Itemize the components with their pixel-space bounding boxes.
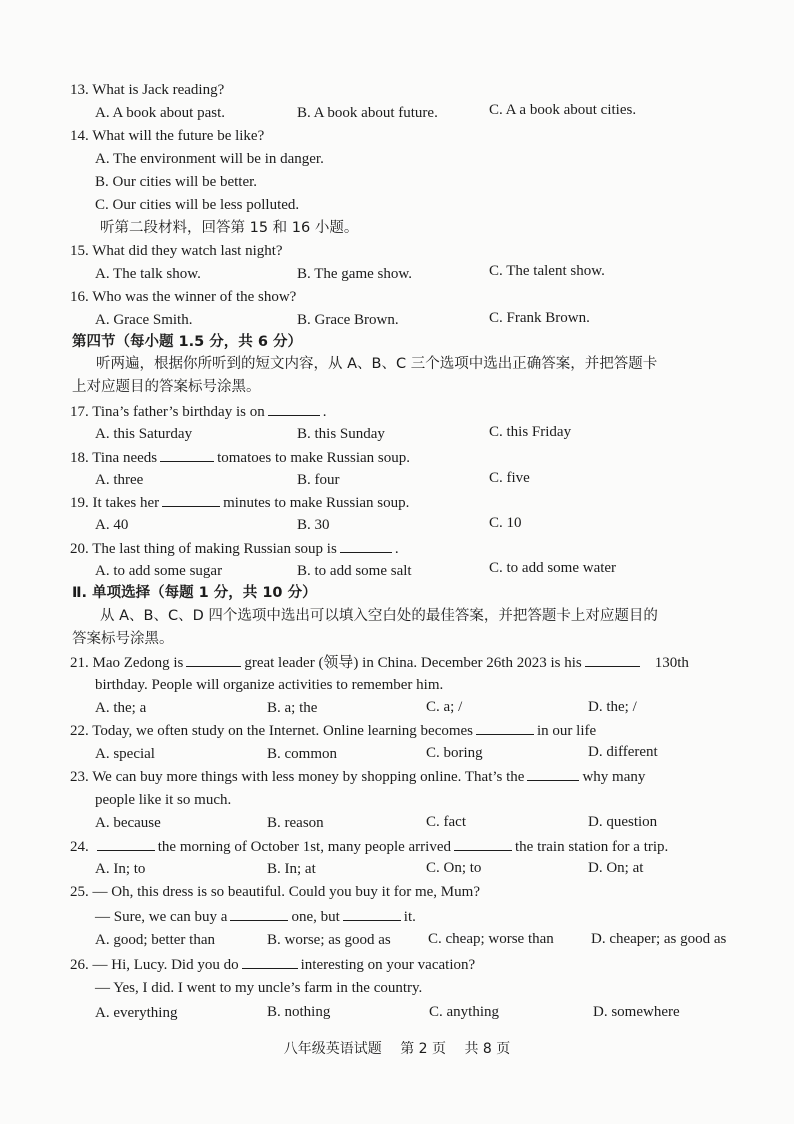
q23-option-a: A. because — [95, 815, 161, 831]
q14-option-b: B. Our cities will be better. — [95, 174, 258, 190]
q16-option-b: B. Grace Brown. — [297, 312, 399, 328]
q16-option-c: C. Frank Brown. — [489, 310, 590, 326]
q19-option-c: C. 10 — [489, 515, 522, 531]
question-23-line-2: people like it so much. — [95, 792, 232, 808]
q20-option-c: C. to add some water — [489, 560, 617, 576]
q23-option-d: D. question — [588, 814, 658, 830]
question-14-stem: 14. What will the future be like? — [70, 128, 265, 144]
section-4-instruction-line-1: 听两遍，根据你所听到的短文内容，从 A、B、C 三个选项中选出正确答案，并把答题卡 — [96, 356, 658, 372]
q20-option-a: A. to add some sugar — [95, 563, 223, 579]
part-2-instruction-line-2: 答案标号涂黑。 — [72, 631, 174, 647]
question-25-line-2: — Sure, we can buy a one, but it. — [95, 906, 416, 927]
q26-option-c: C. anything — [429, 1004, 499, 1020]
question-26-stem: 26. — Hi, Lucy. Did you do interesting on your vacation? — [70, 954, 475, 975]
q18-option-a: A. three — [95, 472, 144, 488]
part-2-heading: Ⅱ. 单项选择（每题 1 分，共 10 分） — [72, 585, 317, 601]
question-15-stem: 15. What did they watch last night? — [70, 243, 283, 259]
q25-option-b: B. worse; as good as — [267, 932, 391, 948]
q25-option-a: A. good; better than — [95, 932, 215, 948]
q13-option-b: B. A book about future. — [297, 105, 438, 121]
question-20-stem: 20. The last thing of making Russian soup is . — [70, 538, 399, 559]
q25-option-c: C. cheap; worse than — [428, 931, 554, 947]
footer-total-pages: 共 8 页 — [464, 1041, 511, 1057]
answer-blank — [268, 401, 320, 416]
answer-blank — [186, 652, 241, 667]
answer-blank — [527, 766, 579, 781]
q13-option-c: C. A a book about cities. — [489, 102, 637, 118]
question-23-stem: 23. We can buy more things with less money by shopping online. That’s the why many — [70, 766, 645, 787]
q25-option-d: D. cheaper; as good as — [591, 931, 727, 947]
question-18-stem: 18. Tina needs tomatoes to make Russian soup. — [70, 447, 410, 468]
question-16-stem: 16. Who was the winner of the show? — [70, 289, 297, 305]
section-4-instruction-line-2: 上对应题目的答案标号涂黑。 — [72, 379, 261, 395]
q20-option-b: B. to add some salt — [297, 563, 412, 579]
answer-blank — [454, 836, 512, 851]
answer-blank — [97, 836, 155, 851]
question-21-line-2: birthday. People will organize activities to remember him. — [95, 677, 444, 693]
q26-option-b: B. nothing — [267, 1004, 331, 1020]
q26-option-a: A. everything — [95, 1005, 178, 1021]
q17-option-a: A. this Saturday — [95, 426, 193, 442]
q17-option-c: C. this Friday — [489, 424, 572, 440]
q16-option-a: A. Grace Smith. — [95, 312, 193, 328]
q15-option-a: A. The talk show. — [95, 266, 201, 282]
q15-option-b: B. The game show. — [297, 266, 412, 282]
q17-option-b: B. this Sunday — [297, 426, 385, 442]
answer-blank — [476, 720, 534, 735]
q22-option-b: B. common — [267, 746, 337, 762]
q18-option-c: C. five — [489, 470, 530, 486]
q13-option-a: A. A book about past. — [95, 105, 225, 121]
answer-blank — [242, 954, 298, 969]
passage-2-instruction: 听第二段材料，回答第 15 和 16 小题。 — [100, 220, 359, 236]
q19-option-b: B. 30 — [297, 517, 330, 533]
q18-option-b: B. four — [297, 472, 340, 488]
q21-option-d: D. the; / — [588, 699, 637, 715]
answer-blank — [230, 906, 288, 921]
question-25-line-1: 25. — Oh, this dress is so beautiful. Could you buy it for me, Mum? — [70, 884, 480, 900]
question-17-stem: 17. Tina’s father’s birthday is on . — [70, 401, 326, 422]
answer-blank — [162, 492, 220, 507]
answer-blank — [585, 652, 640, 667]
q23-option-b: B. reason — [267, 815, 324, 831]
page-footer — [0, 1038, 794, 1058]
q26-option-d: D. somewhere — [593, 1004, 680, 1020]
q21-option-a: A. the; a — [95, 700, 147, 716]
answer-blank — [343, 906, 401, 921]
section-4-heading: 第四节（每小题 1.5 分，共 6 分） — [72, 334, 302, 350]
q22-option-d: D. different — [588, 744, 658, 760]
q23-option-c: C. fact — [426, 814, 466, 830]
question-21-stem: 21. Mao Zedong is great leader (领导) in China. December 26th 2023 is his 130th — [70, 652, 689, 673]
q19-option-a: A. 40 — [95, 517, 129, 533]
q21-option-b: B. a; the — [267, 700, 318, 716]
q22-option-a: A. special — [95, 746, 155, 762]
q24-option-d: D. On; at — [588, 860, 644, 876]
q21-option-c: C. a; / — [426, 699, 463, 715]
question-22-stem: 22. Today, we often study on the Internet. Online learning becomes in our life — [70, 720, 596, 741]
answer-blank — [160, 447, 214, 462]
q22-option-c: C. boring — [426, 745, 483, 761]
part-2-instruction-line-1: 从 A、B、C、D 四个选项中选出可以填入空白处的最佳答案，并把答题卡上对应题目的 — [100, 608, 658, 624]
answer-blank — [340, 538, 392, 553]
q24-option-b: B. In; at — [267, 861, 316, 877]
q24-option-a: A. In; to — [95, 861, 146, 877]
q24-option-c: C. On; to — [426, 860, 482, 876]
question-19-stem: 19. It takes her minutes to make Russian soup. — [70, 492, 409, 513]
question-24-stem: 24. the morning of October 1st, many people arrived the train station for a trip. — [70, 836, 668, 857]
q14-option-a: A. The environment will be in danger. — [95, 151, 324, 167]
question-26-line-2: — Yes, I did. I went to my uncle’s farm in the country. — [95, 980, 423, 996]
footer-page-number: 第 2 页 — [400, 1041, 446, 1057]
footer-exam-title: 八年级英语试题 — [283, 1041, 382, 1057]
q14-option-c: C. Our cities will be less polluted. — [95, 197, 300, 213]
q15-option-c: C. The talent show. — [489, 263, 605, 279]
question-13-stem: 13. What is Jack reading? — [70, 82, 225, 98]
